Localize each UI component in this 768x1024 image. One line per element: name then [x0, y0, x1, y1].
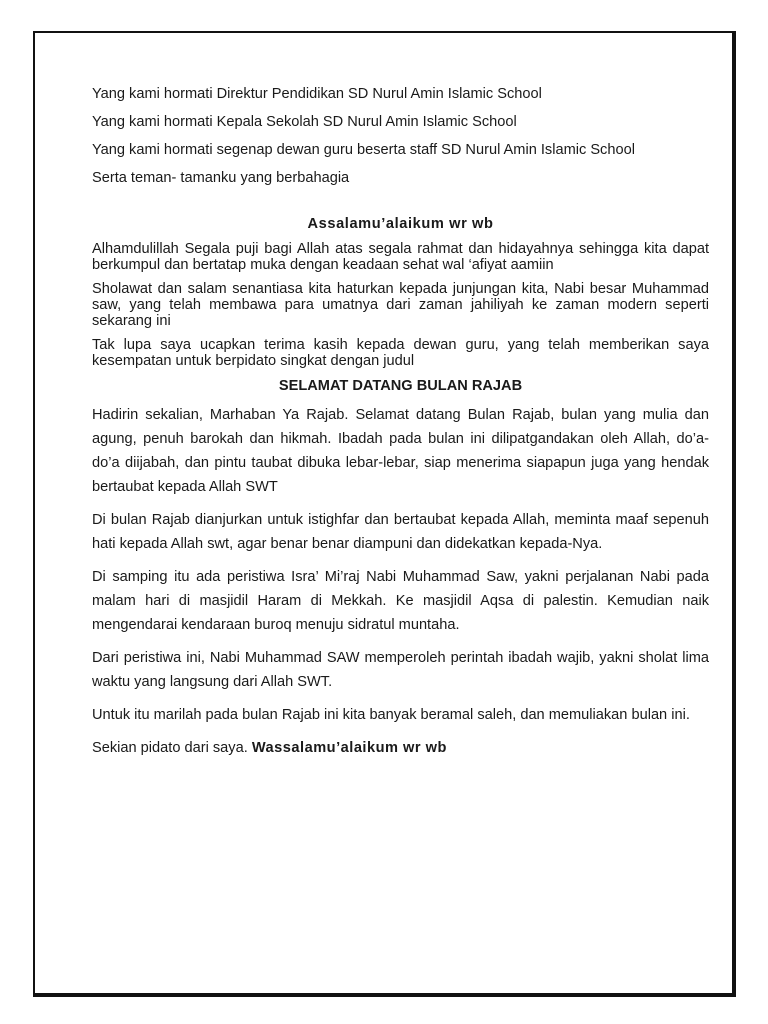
closing-line [92, 736, 709, 760]
body-paragraph: Di samping itu ada peristiwa Isra’ Mi’raj Nabi Muhammad Saw, yakni perjalanan Nabi pada malam hari di masjidil Haram di Mekkah. Ke masjidil Aqsa di palestin. Kemudian naik mengendarai kendaraan buroq menuju sidratul muntaha. [92, 569, 709, 633]
intro-paragraph: Alhamdulillah Segala puji bagi Allah atas segala rahmat dan hidayahnya sehingga kita dapat berkumpul dan bertatap muka dengan keadaan sehat wal ‘afiyat aamiin [92, 241, 709, 273]
body-paragraph: Di bulan Rajab dianjurkan untuk istighfar dan bertaubat kepada Allah, meminta maaf sepenuh hati kepada Allah swt, agar benar benar diampuni dan didekatkan kepada-Nya. [92, 512, 709, 552]
closing-salam: Wassalamu’alaikum wr wb [251, 740, 447, 756]
body-paragraph: Hadirin sekalian, Marhaban Ya Rajab. Selamat datang Bulan Rajab, bulan yang mulia dan agung, penuh barokah dan hikmah. Ibadah pada bulan ini dilipatgandakan oleh Allah, do’a- do’a diijabah, dan pintu taubat dibuka lebar-lebar, siap menerima siapapun juga yang hendak bertaubat kepada Allah SWT [92, 407, 709, 495]
intro-paragraph: Sholawat dan salam senantiasa kita haturkan kepada junjungan kita, Nabi besar Muhammad saw, yang telah membawa para umatnya dari zaman jahiliyah ke zaman modern seperti sekarang ini [92, 281, 709, 329]
speech-title: SELAMAT DATANG BULAN RAJAB [278, 378, 523, 394]
body-paragraph: Dari peristiwa ini, Nabi Muhammad SAW memperoleh perintah ibadah wajib, yakni sholat lima waktu yang langsung dari Allah SWT. [92, 650, 709, 690]
greeting-line: Yang kami hormati Kepala Sekolah SD Nurul Amin Islamic School [92, 114, 517, 130]
opening-salam: Assalamu’alaikum wr wb [307, 216, 494, 232]
body-paragraph: Untuk itu marilah pada bulan Rajab ini kita banyak beramal saleh, dan memuliakan bulan ini. [92, 707, 690, 723]
closing-text: Sekian pidato dari saya. [92, 740, 252, 756]
document-body [92, 85, 709, 760]
intro-paragraph: Tak lupa saya ucapkan terima kasih kepada dewan guru, yang telah memberikan saya kesempatan untuk berpidato singkat dengan judul [92, 337, 709, 369]
greeting-line: Serta teman- tamanku yang berbahagia [92, 170, 350, 186]
greeting-line: Yang kami hormati segenap dewan guru beserta staff SD Nurul Amin Islamic School [92, 142, 635, 158]
greeting-line: Yang kami hormati Direktur Pendidikan SD Nurul Amin Islamic School [92, 86, 542, 102]
